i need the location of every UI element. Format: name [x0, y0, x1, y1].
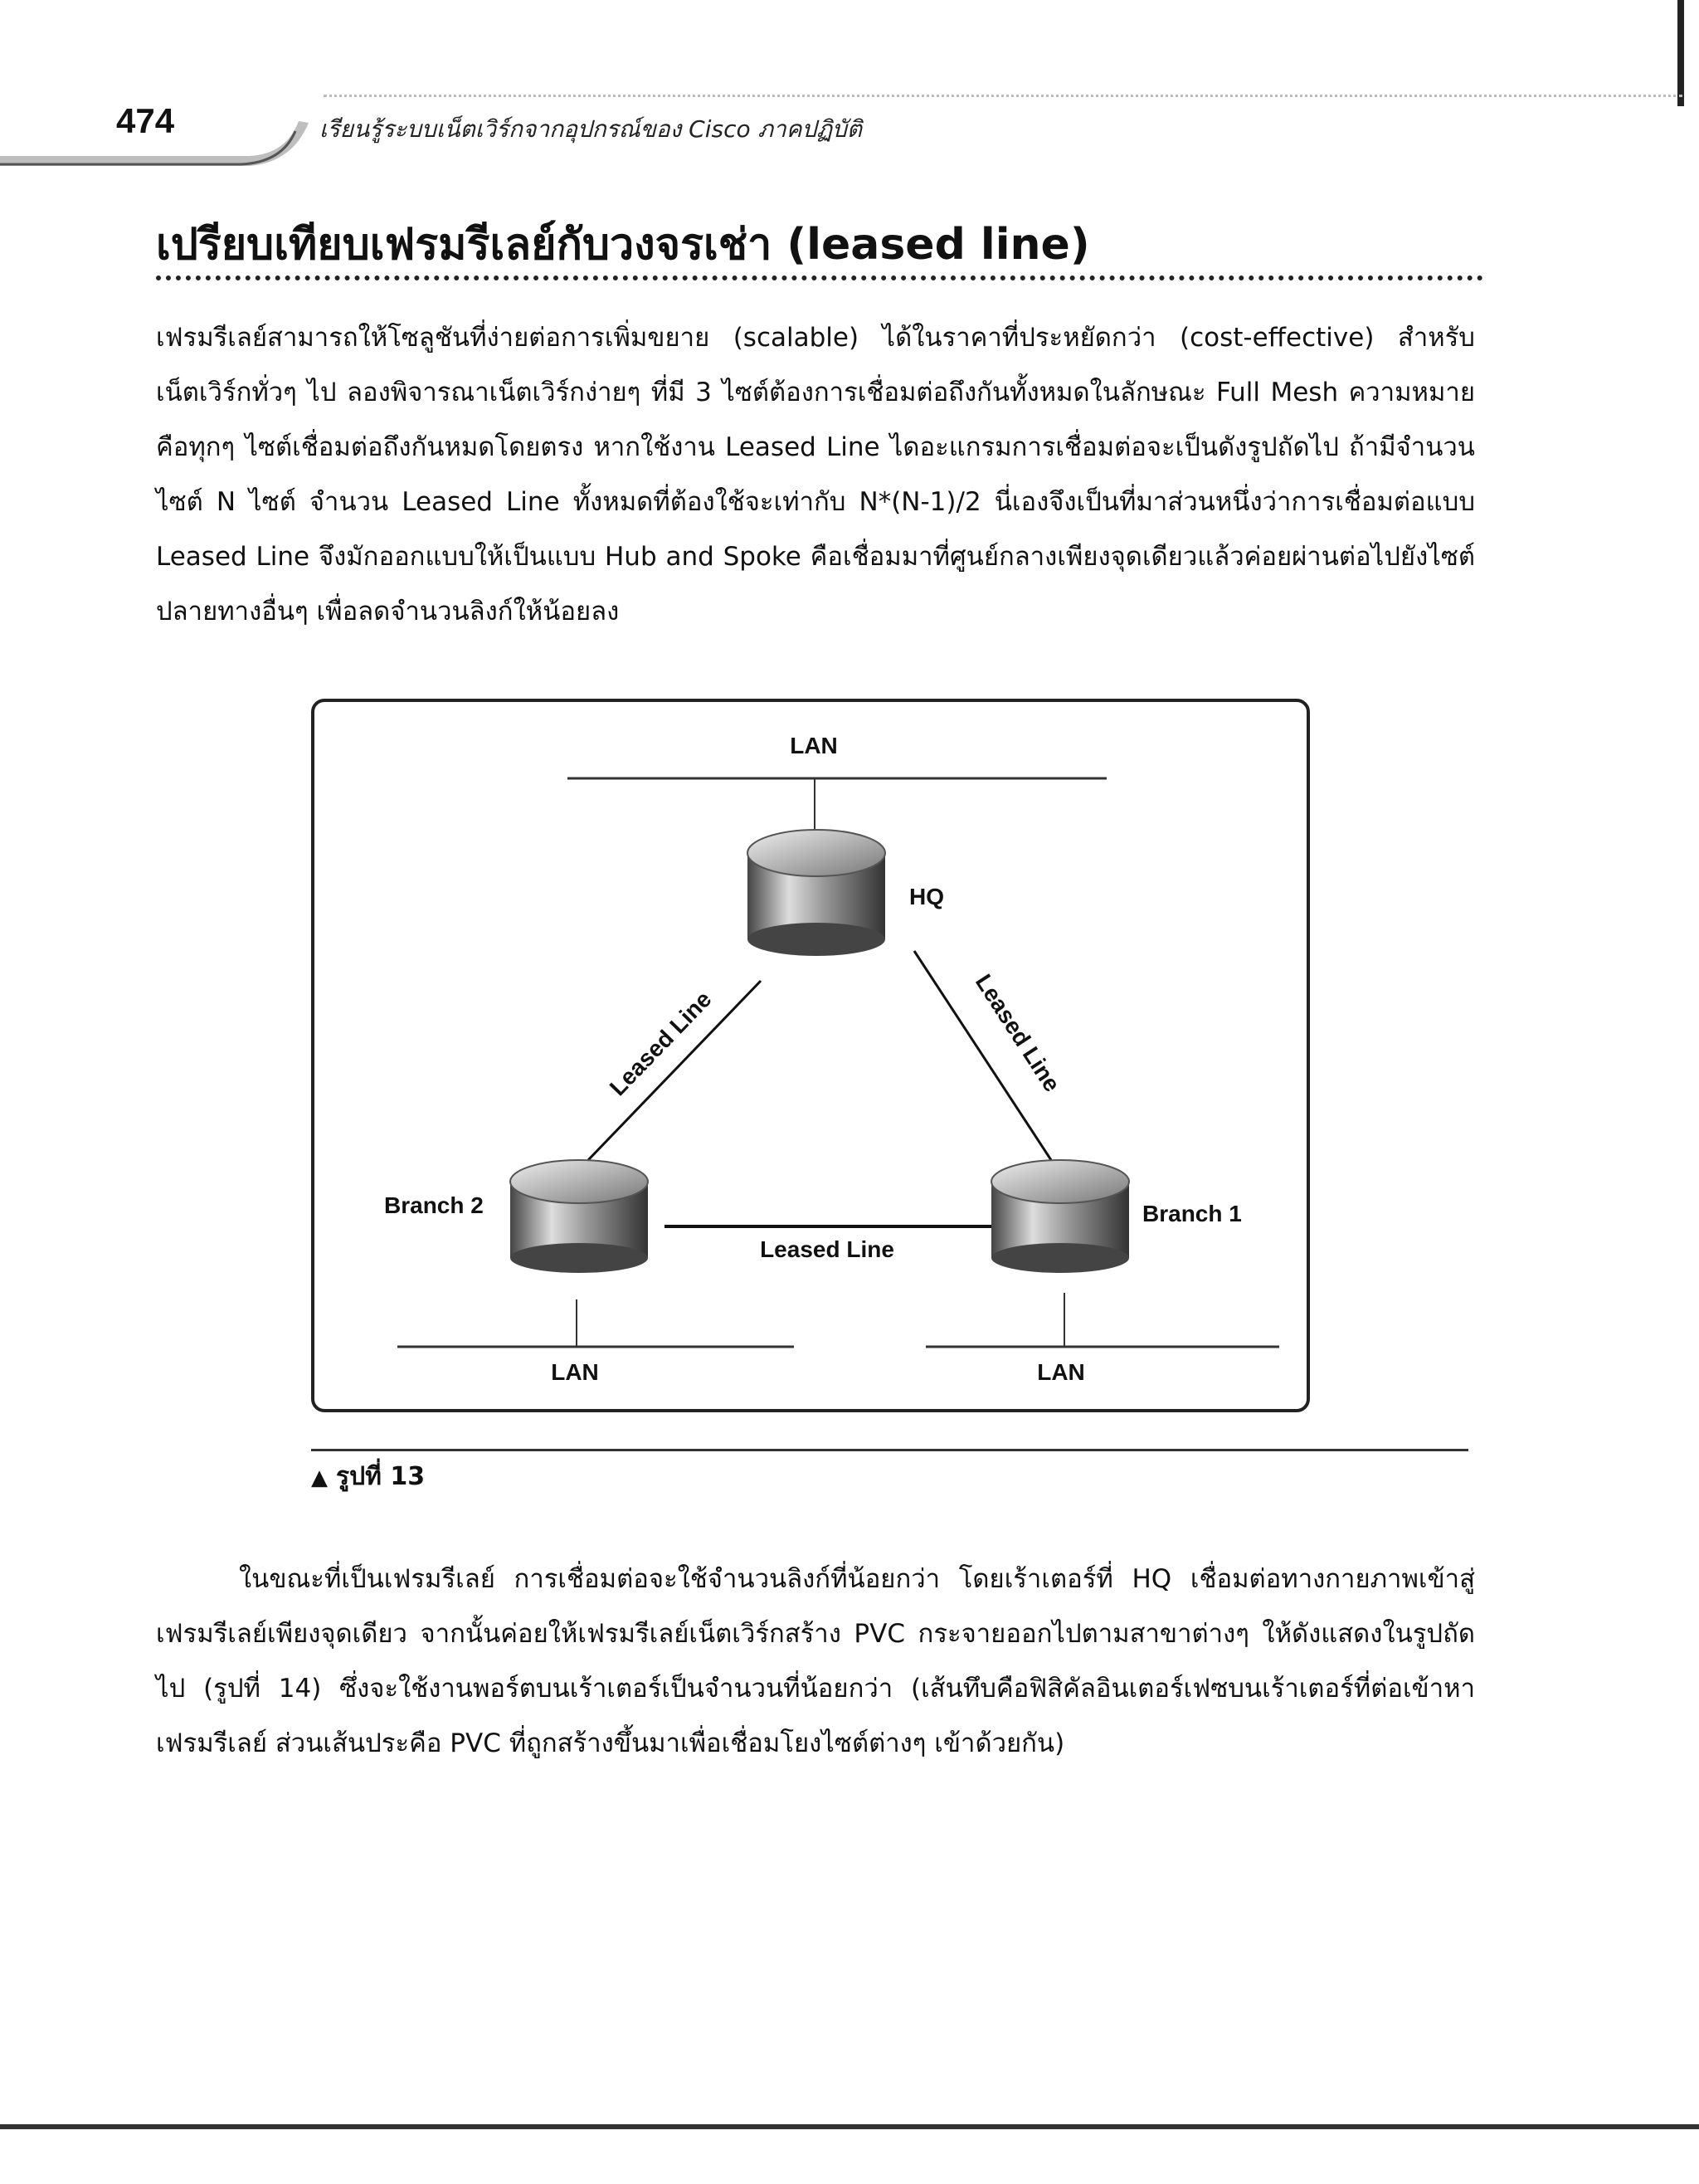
header-rule: [324, 95, 1682, 97]
figure-caption: [311, 1457, 425, 1496]
hq-router-icon: [747, 830, 885, 956]
lan-top-label: LAN: [790, 733, 838, 758]
lan-bottom-right-label: LAN: [1037, 1359, 1085, 1385]
network-diagram-svg: [314, 702, 1307, 1409]
leased-line-left: [588, 981, 761, 1160]
scan-edge-mark: [1677, 0, 1684, 106]
running-header-title: เรียนรู้ระบบเน็ตเวิร์กจากอุปกรณ์ของ Cisco ภาคปฏิบัติ: [319, 115, 862, 143]
body-paragraph-2: ในขณะที่เป็นเฟรมรีเลย์ การเชื่อมต่อจะใช้จำนวนลิงก์ที่น้อยกว่า โดยเร้าเตอร์ที่ HQ เชื่อมต่อทางกายภาพเข้าสู่เฟรมรีเลย์เพียงจุดเดียว จากนั้นค่อยให้เฟรมรีเลย์เน็ตเวิร์กสร้าง PVC กระจายออกไปตามสาขาต่างๆ ให้ดังแสดงในรูปถัดไป (รูปที่ 14) ซึ่งจะใช้งานพอร์ตบนเร้าเตอร์เป็นจำนวนที่น้อยกว่า (เส้นทึบคือฟิสิคัลอินเตอร์เฟซบนเร้าเตอร์ที่ต่อเข้าหาเฟรมรีเลย์ ส่วนเส้นประคือ PVC ที่ถูกสร้างขึ้นมาเพื่อเชื่อมโยงไซต์ต่างๆ เข้าด้วยกัน): [156, 1564, 1475, 1758]
figure-caption-text: รูปที่ 13: [336, 1462, 426, 1491]
section-title: เปรียบเทียบเฟรมรีเลย์กับวงจรเช่า (leased line): [156, 209, 1483, 280]
page-number: 474: [116, 101, 175, 140]
bottom-rule: [0, 2124, 1699, 2129]
leased-line-left-label: Leased Line: [604, 986, 717, 1101]
hq-label: HQ: [909, 884, 944, 909]
branch-2-router-icon: [510, 1160, 648, 1273]
leased-line-bottom-label: Leased Line: [760, 1236, 894, 1262]
caption-rule: [311, 1449, 1468, 1451]
branch-1-router-icon: [991, 1160, 1129, 1273]
lan-bottom-left-label: LAN: [551, 1359, 599, 1385]
body-paragraph-1: เฟรมรีเลย์สามารถให้โซลูชันที่ง่ายต่อการเพิ่มขยาย (scalable) ได้ในราคาที่ประหยัดกว่า (cost-effective) สำหรับเน็ตเวิร์กทั่วๆ ไป ลองพิจารณาเน็ตเวิร์กง่ายๆ ที่มี 3 ไซต์ต้องการเชื่อมต่อถึงกันทั้งหมดในลักษณะ Full Mesh ความหมายคือทุกๆ ไซต์เชื่อมต่อถึงกันหมดโดยตรง หากใช้งาน Leased Line ไดอะแกรมการเชื่อมต่อจะเป็นดังรูปถัดไป ถ้ามีจำนวนไซต์ N ไซต์ จำนวน Leased Line ทั้งหมดที่ต้องใช้จะเท่ากับ N*(N-1)/2 นี่เองจึงเป็นที่มาส่วนหนึ่งว่าการเชื่อมต่อแบบ Leased Line จึงมักออกแบบให้เป็นแบบ Hub and Spoke คือเชื่อมมาที่ศูนย์กลางเพียงจุดเดียวแล้วค่อยผ่านต่อไปยังไซต์ปลายทางอื่นๆ เพื่อลดจำนวนลิงก์ให้น้อยลง: [156, 323, 1475, 626]
caption-triangle-icon: ▲: [311, 1465, 328, 1490]
branch-1-label: Branch 1: [1142, 1201, 1242, 1226]
branch-2-label: Branch 2: [384, 1192, 484, 1218]
leased-line-right-label: Leased Line: [970, 969, 1066, 1097]
network-diagram: [311, 699, 1310, 1412]
